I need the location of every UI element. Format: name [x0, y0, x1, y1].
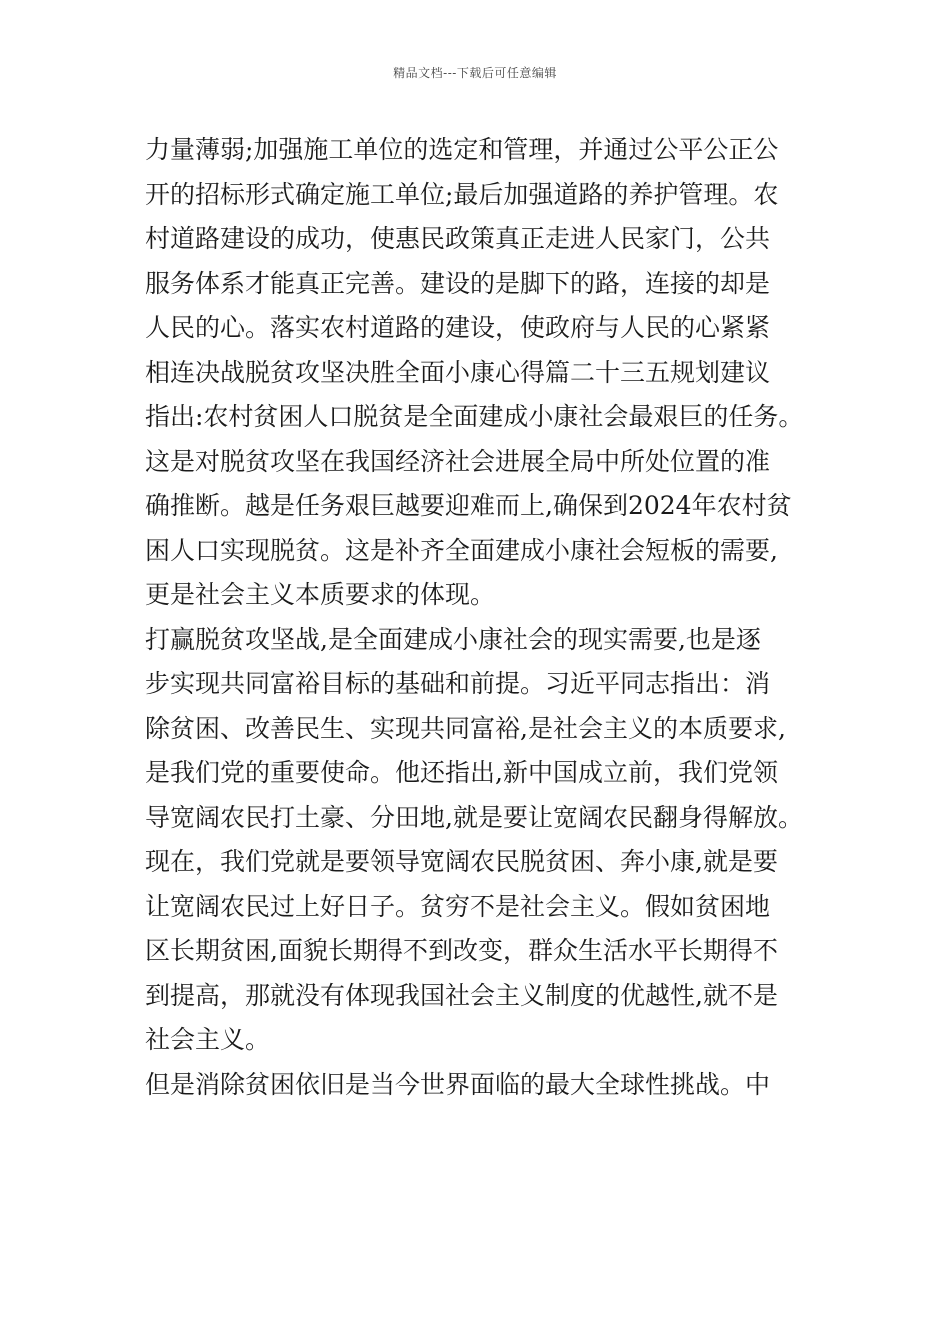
text-line: 相连决战脱贫攻坚决胜全面小康心得篇二十三五规划建议	[145, 357, 771, 387]
text-line: 到提高，那就没有体现我国社会主义制度的优越性,就不是	[145, 980, 778, 1010]
text-line: 服务体系才能真正完善。建设的是脚下的路，连接的却是	[145, 268, 771, 298]
text-line: 开的招标形式确定施工单位;最后加强道路的养护管理。农	[145, 179, 779, 209]
text-line: 人民的心。落实农村道路的建设，使政府与人民的心紧紧	[145, 313, 771, 342]
text-line: 步实现共同富裕目标的基础和前提。习近平同志指出：消	[145, 669, 771, 698]
text-line: 除贫困、改善民生、实现共同富裕,是社会主义的本质要求,	[145, 713, 786, 743]
document-body	[145, 128, 825, 1107]
text-line: 导宽阔农民打土豪、分田地,就是要让宽阔农民翻身得解放。	[145, 802, 803, 832]
page-header: 精品文档---下载后可任意编辑	[393, 66, 557, 80]
text-line: 这是对脱贫攻坚在我国经济社会进展全局中所处位置的准	[145, 446, 771, 476]
text-line: 打赢脱贫攻坚战,是全面建成小康社会的现实需要,也是逐	[145, 624, 761, 654]
text-line: 更是社会主义本质要求的体现。	[145, 580, 496, 609]
text-line: 村道路建设的成功，使惠民政策真正走进人民家门，公共	[145, 224, 771, 253]
text-line: 现在，我们党就是要领导宽阔农民脱贫困、奔小康,就是要	[145, 847, 778, 876]
text-line: 但是消除贫困依旧是当今世界面临的最大全球性挑战。中	[145, 1069, 771, 1099]
text-line: 困人口实现脱贫。这是补齐全面建成小康社会短板的需要,	[145, 535, 778, 565]
paragraph-2	[145, 618, 825, 1063]
paragraph-3	[145, 1063, 825, 1108]
paragraph-1	[145, 128, 825, 618]
text-line: 社会主义。	[145, 1025, 271, 1054]
text-line: 力量薄弱;加强施工单位的选定和管理，并通过公平公正公	[145, 135, 779, 164]
text-line: 区长期贫困,面貌长期得不到改变，群众生活水平长期得不	[145, 936, 778, 965]
text-line: 指出:农村贫困人口脱贫是全面建成小康社会最艰巨的任务。	[145, 402, 804, 431]
text-line: 让宽阔农民过上好日子。贫穷不是社会主义。假如贫困地	[145, 891, 771, 921]
text-line: 确推断。越是任务艰巨越要迎难而上,确保到2024年农村贫	[145, 491, 792, 520]
text-line: 是我们党的重要使命。他还指出,新中国成立前，我们党领	[145, 758, 778, 787]
